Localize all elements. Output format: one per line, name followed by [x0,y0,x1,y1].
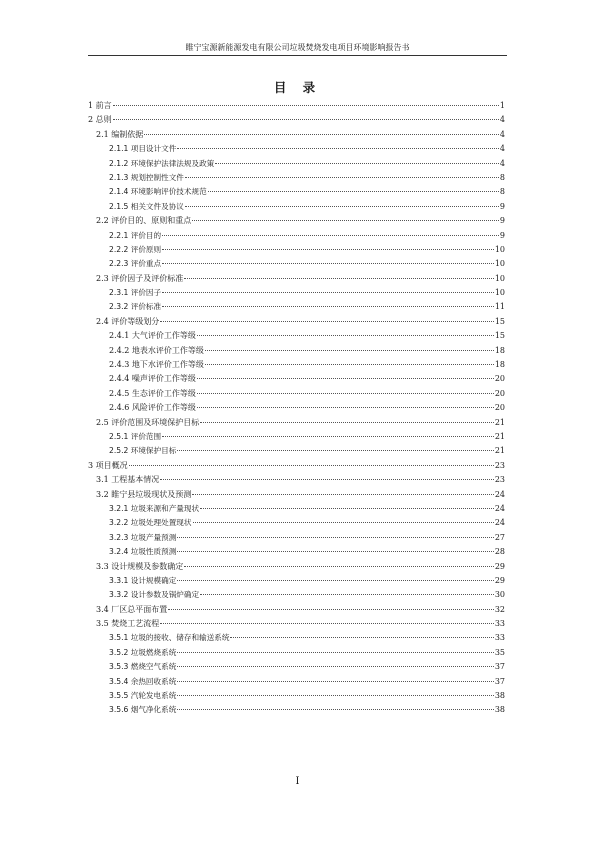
toc-entry-page: 18 [494,360,505,370]
toc-entry-page: 21 [494,417,505,427]
toc-entry-page: 38 [494,691,505,701]
toc-entry[interactable] [88,171,505,185]
toc-entry[interactable] [88,214,505,228]
dot-leader [205,364,494,365]
toc-entry[interactable] [88,703,505,717]
dot-leader [205,350,494,351]
toc-entry[interactable] [88,675,505,689]
toc-entry[interactable] [88,185,505,199]
dot-leader [162,306,494,307]
dot-leader [129,465,494,466]
toc-entry-page: 15 [494,331,505,341]
toc-entry-page: 37 [494,662,505,672]
toc-entry[interactable] [88,229,505,243]
toc-entry-label: 2.3 评价因子及评价标准 [96,273,184,283]
toc-entry[interactable] [88,545,505,559]
dot-leader [193,522,494,523]
page-number: I [295,776,300,787]
toc-entry-page: 10 [494,259,505,269]
toc-entry-page: 24 [494,518,505,528]
toc-entry-page: 24 [494,489,505,499]
toc-entry[interactable] [88,329,505,343]
toc-entry-label: 3.5.6 烟气净化系统 [109,705,177,715]
toc-entry[interactable] [88,488,505,502]
toc-entry-page: 11 [494,302,505,312]
toc-entry-page: 27 [494,532,505,542]
toc-entry[interactable] [88,646,505,660]
toc-entry-label: 3.3.1 设计规模确定 [109,575,177,585]
toc-entry[interactable] [88,560,505,574]
toc-entry-label: 2.4.4 噪声评价工作等级 [109,374,196,384]
toc-entry-label: 3.5.4 余热回收系统 [109,676,177,686]
toc-entry-label: 2.1.3 规划控制性文件 [109,172,184,182]
toc-entry-page: 4 [499,144,505,154]
toc-entry-page: 15 [494,316,505,326]
toc-entry-label: 2.1.1 项目设计文件 [109,144,177,154]
toc-entry-label: 2.4 评价等级划分 [96,316,160,326]
toc-entry-label: 2.4.2 地表水评价工作等级 [109,345,204,355]
toc-entry-label: 2.2.1 评价目的 [109,230,162,240]
dot-leader [200,422,494,423]
dot-leader [177,580,494,581]
dot-leader [162,235,499,236]
dot-leader [200,508,494,509]
dot-leader [177,709,494,710]
toc-entry[interactable] [88,660,505,674]
toc-entry-label: 2.1 编制依据 [96,129,144,139]
toc-entry-label: 2.4.1 大气评价工作等级 [109,331,196,341]
toc-entry[interactable] [88,473,505,487]
toc-entry-page: 20 [494,403,505,413]
dot-leader [113,105,499,106]
toc-entry[interactable] [88,502,505,516]
toc-entry-page: 9 [499,216,505,226]
toc-entry-page: 38 [494,705,505,715]
dot-leader [113,119,499,120]
toc-entry-page: 10 [494,288,505,298]
toc-entry-label: 2.1.2 环境保护法律法规及政策 [109,158,215,168]
toc-entry[interactable] [88,128,505,142]
toc-entry-label: 3.5 焚烧工艺流程 [96,619,160,629]
dot-leader [144,134,499,135]
toc-entry-page: 32 [494,604,505,614]
dot-leader [197,393,494,394]
toc-entry-label: 3.3.2 设计参数及锅炉确定 [109,590,200,600]
dot-leader [192,220,499,221]
table-of-contents [88,99,505,718]
dot-leader [177,450,494,451]
toc-title: 目 录 [273,80,322,95]
dot-leader [177,551,494,552]
toc-entry-page: 35 [494,647,505,657]
dot-leader [192,494,494,495]
toc-entry-page: 21 [494,446,505,456]
toc-entry-label: 2.2.2 评价原则 [109,244,162,254]
toc-entry-page: 21 [494,431,505,441]
toc-entry-label: 2.2.3 评价重点 [109,259,162,269]
dot-leader [160,321,494,322]
toc-entry[interactable] [88,689,505,703]
toc-entry[interactable] [88,157,505,171]
toc-entry-page: 30 [494,590,505,600]
toc-entry-page: 8 [499,187,505,197]
dot-leader [162,292,494,293]
toc-entry-page: 1 [499,101,505,110]
toc-entry[interactable] [88,372,505,386]
toc-entry[interactable] [88,315,505,329]
toc-entry-label: 2.1.4 环境影响评价技术规范 [109,187,207,197]
dot-leader [197,407,494,408]
toc-entry[interactable] [88,416,505,430]
toc-entry[interactable] [88,99,505,113]
toc-entry-label: 3.4 厂区总平面布置 [96,604,168,614]
toc-entry[interactable] [88,430,505,444]
toc-entry-page: 20 [494,388,505,398]
toc-entry-label: 3.2 睢宁县垃圾现状及预测 [96,489,192,499]
dot-leader [162,249,494,250]
toc-entry[interactable] [88,401,505,415]
toc-entry[interactable] [88,344,505,358]
toc-entry-label: 3.2.4 垃圾性质预测 [109,547,177,557]
toc-entry-label: 3.3 设计规模及参数确定 [96,561,184,571]
toc-entry-label: 1 前言 [88,101,112,110]
toc-entry-page: 23 [494,475,505,485]
dot-leader [162,263,494,264]
toc-entry-page: 4 [499,158,505,168]
toc-entry-label: 2.3.1 评价因子 [109,288,162,298]
toc-entry-page: 29 [494,575,505,585]
toc-entry-label: 3.5.2 垃圾燃烧系统 [109,647,177,657]
toc-entry-page: 18 [494,345,505,355]
running-header: 睢宁宝源新能源发电有限公司垃圾焚烧发电项目环境影响报告书 [88,43,507,56]
toc-entry-label: 3.2.1 垃圾来源和产量现状 [109,503,200,513]
toc-entry-page: 37 [494,676,505,686]
toc-entry-page: 4 [499,129,505,139]
dot-leader [177,695,494,696]
dot-leader [184,566,494,567]
toc-entry-label: 2.2 评价目的、原则和重点 [96,216,192,226]
dot-leader [177,148,499,149]
dot-leader [162,436,494,437]
toc-entry[interactable] [88,574,505,588]
toc-entry[interactable] [88,113,505,127]
toc-entry-label: 2.4.3 地下水评价工作等级 [109,360,204,370]
toc-entry-page: 10 [494,244,505,254]
toc-entry-label: 3.2.2 垃圾处理处置现状 [109,518,192,528]
dot-leader [197,335,494,336]
toc-entry-page: 24 [494,503,505,513]
dot-leader [168,609,494,610]
toc-entry-page: 33 [494,619,505,629]
toc-entry[interactable] [88,617,505,631]
toc-entry-label: 3.5.5 汽轮发电系统 [109,691,177,701]
toc-entry-label: 2.4.6 风险评价工作等级 [109,403,196,413]
toc-entry-label: 3.2.3 垃圾产量预测 [109,532,177,542]
dot-leader [177,537,494,538]
toc-entry-page: 23 [494,460,505,470]
toc-entry[interactable] [88,300,505,314]
toc-entry-label: 3.5.1 垃圾的接收、储存和输送系统 [109,633,230,643]
toc-entry-label: 3.5.3 燃烧空气系统 [109,662,177,672]
toc-entry[interactable] [88,444,505,458]
dot-leader [185,206,499,207]
toc-entry[interactable] [88,516,505,530]
dot-leader [200,594,494,595]
toc-entry[interactable] [88,200,505,214]
toc-entry[interactable] [88,243,505,257]
toc-entry[interactable] [88,631,505,645]
toc-entry-label: 2.4.5 生态评价工作等级 [109,388,196,398]
toc-entry-label: 2.5.1 评价范围 [109,431,162,441]
dot-leader [160,623,494,624]
toc-entry[interactable] [88,459,505,473]
toc-entry-page: 20 [494,374,505,384]
toc-entry-page: 9 [499,230,505,240]
dot-leader [184,278,494,279]
dot-leader [160,479,494,480]
toc-entry-label: 3.1 工程基本情况 [96,475,160,485]
toc-entry-page: 9 [499,201,505,211]
dot-leader [197,378,494,379]
dot-leader [177,681,494,682]
toc-entry[interactable] [88,286,505,300]
dot-leader [215,163,499,164]
toc-entry[interactable] [88,358,505,372]
toc-entry[interactable] [88,531,505,545]
toc-entry[interactable] [88,257,505,271]
dot-leader [177,652,494,653]
toc-entry-label: 2.5.2 环境保护目标 [109,446,177,456]
toc-entry-page: 10 [494,273,505,283]
toc-entry[interactable] [88,603,505,617]
toc-entry-page: 8 [499,172,505,182]
toc-entry[interactable] [88,142,505,156]
toc-entry-label: 2.1.5 相关文件及协议 [109,201,184,211]
dot-leader [208,191,499,192]
dot-leader [230,637,493,638]
toc-entry[interactable] [88,588,505,602]
dot-leader [177,666,494,667]
toc-entry-label: 2.3.2 评价标准 [109,302,162,312]
toc-entry[interactable] [88,272,505,286]
toc-entry-label: 2 总则 [88,115,112,125]
dot-leader [185,177,499,178]
toc-entry-page: 4 [499,115,505,125]
toc-entry-page: 29 [494,561,505,571]
toc-entry-label: 3 项目概况 [88,460,128,470]
toc-entry[interactable] [88,387,505,401]
toc-entry-page: 33 [494,633,505,643]
toc-entry-page: 28 [494,547,505,557]
toc-entry-label: 2.5 评价范围及环境保护目标 [96,417,200,427]
